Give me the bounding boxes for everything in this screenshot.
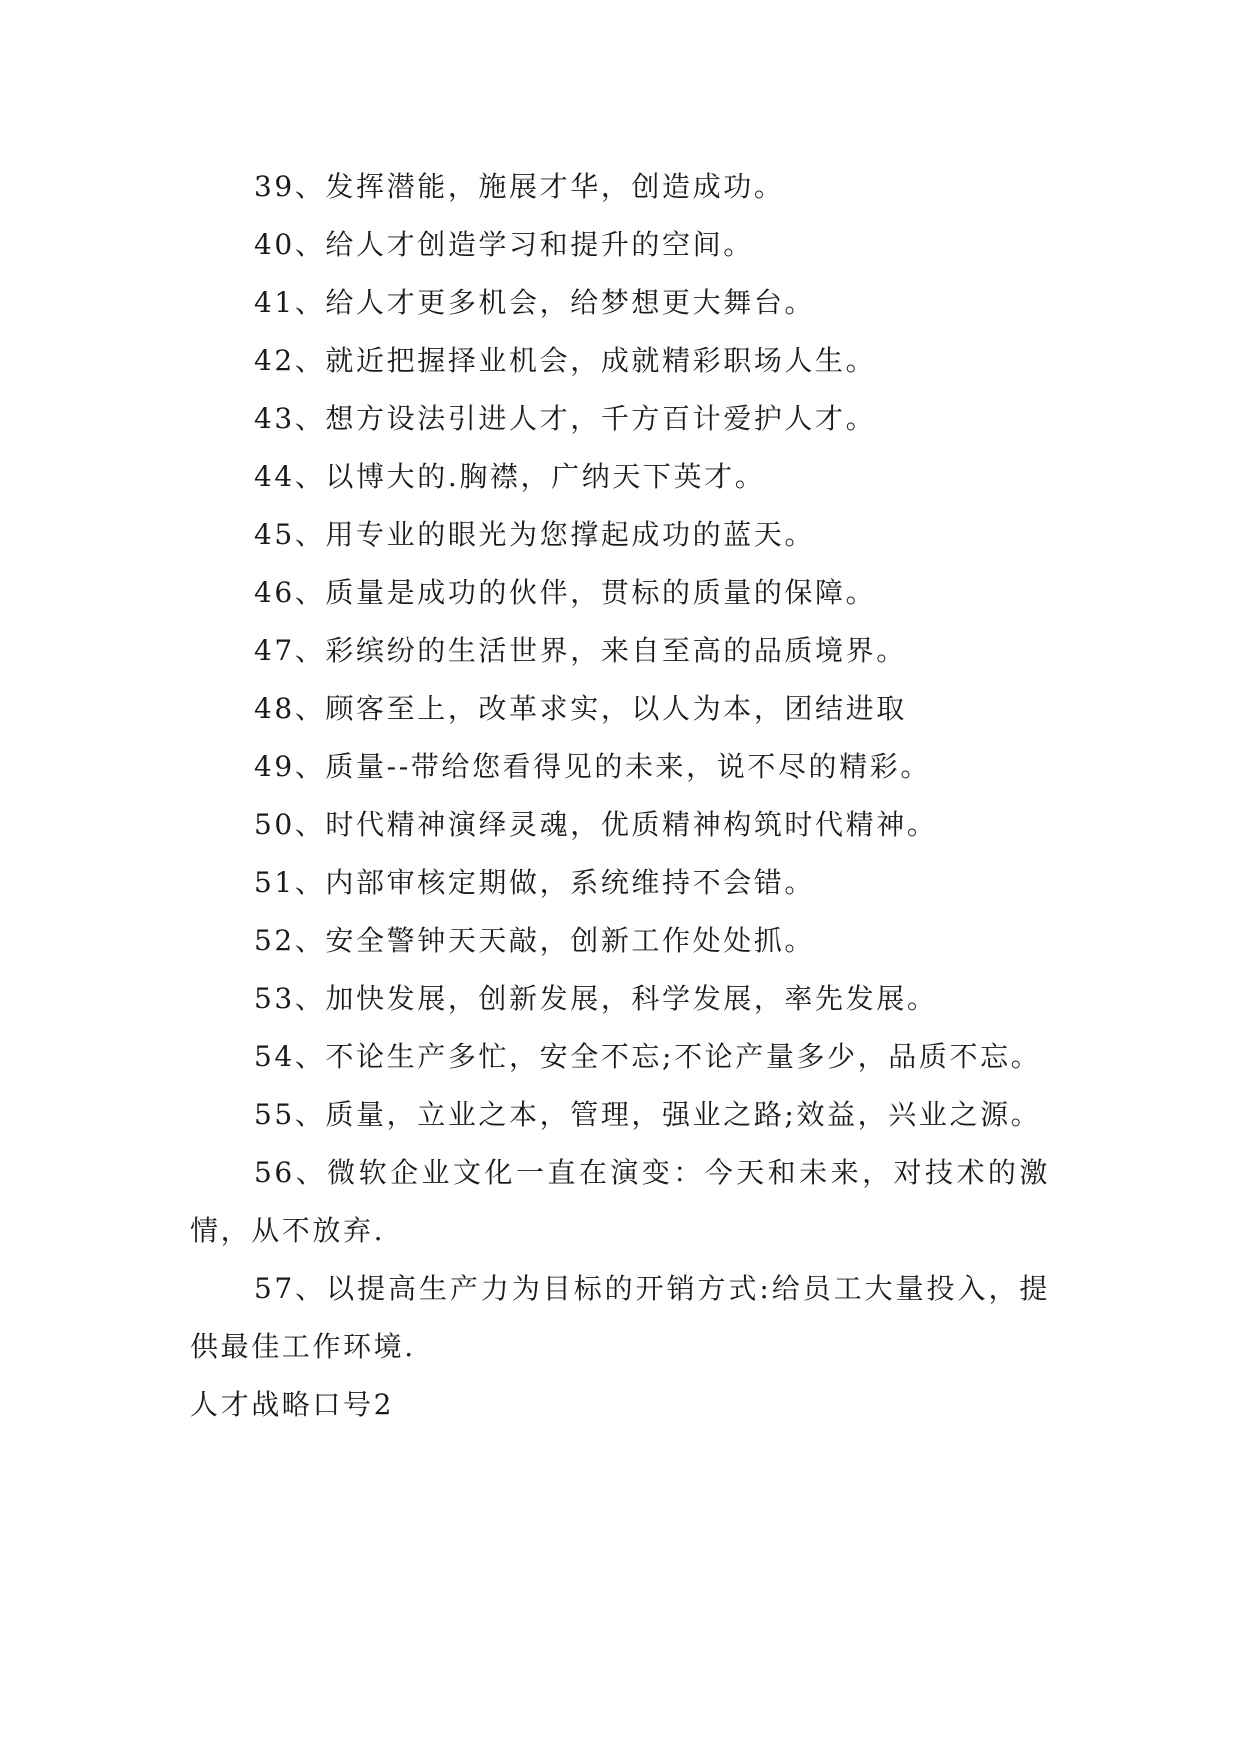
slogan-43: 43、想方设法引进人才，千方百计爱护人才。 (254, 402, 877, 435)
slogan-53: 53、加快发展，创新发展，科学发展，率先发展。 (254, 982, 938, 1015)
slogan-47: 47、彩缤纷的生活世界，来自至高的品质境界。 (254, 634, 907, 667)
section-heading: 人才战略口号2 (190, 1388, 395, 1421)
slogan-48: 48、顾客至上，改革求实，以人为本，团结进取 (254, 692, 907, 725)
slogan-54: 54、不论生产多忙，安全不忘;不论产量多少，品质不忘。 (254, 1040, 1042, 1073)
slogan-49: 49、质量--带给您看得见的未来，说不尽的精彩。 (254, 750, 931, 783)
slogan-56: 56、微软企业文化一直在演变：今天和未来，对技术的激情，从不放弃. (190, 1156, 1050, 1247)
slogan-44: 44、以博大的.胸襟，广纳天下英才。 (254, 460, 766, 493)
slogan-40: 40、给人才创造学习和提升的空间。 (254, 228, 754, 261)
slogan-57: 57、以提高生产力为目标的开销方式:给员工大量投入，提供最佳工作环境. (190, 1272, 1050, 1363)
slogan-42: 42、就近把握择业机会，成就精彩职场人生。 (254, 344, 877, 377)
slogan-55: 55、质量，立业之本，管理，强业之路;效益，兴业之源。 (254, 1098, 1042, 1131)
slogan-41: 41、给人才更多机会，给梦想更大舞台。 (254, 286, 816, 319)
slogan-46: 46、质量是成功的伙伴，贯标的质量的保障。 (254, 576, 877, 609)
slogan-39: 39、发挥潜能，施展才华，创造成功。 (254, 170, 785, 203)
slogan-51: 51、内部审核定期做，系统维持不会错。 (254, 866, 816, 899)
document-body (190, 158, 1050, 1434)
slogan-50: 50、时代精神演绎灵魂，优质精神构筑时代精神。 (254, 808, 938, 841)
slogan-52: 52、安全警钟天天敲，创新工作处处抓。 (254, 924, 816, 957)
slogan-45: 45、用专业的眼光为您撑起成功的蓝天。 (254, 518, 816, 551)
